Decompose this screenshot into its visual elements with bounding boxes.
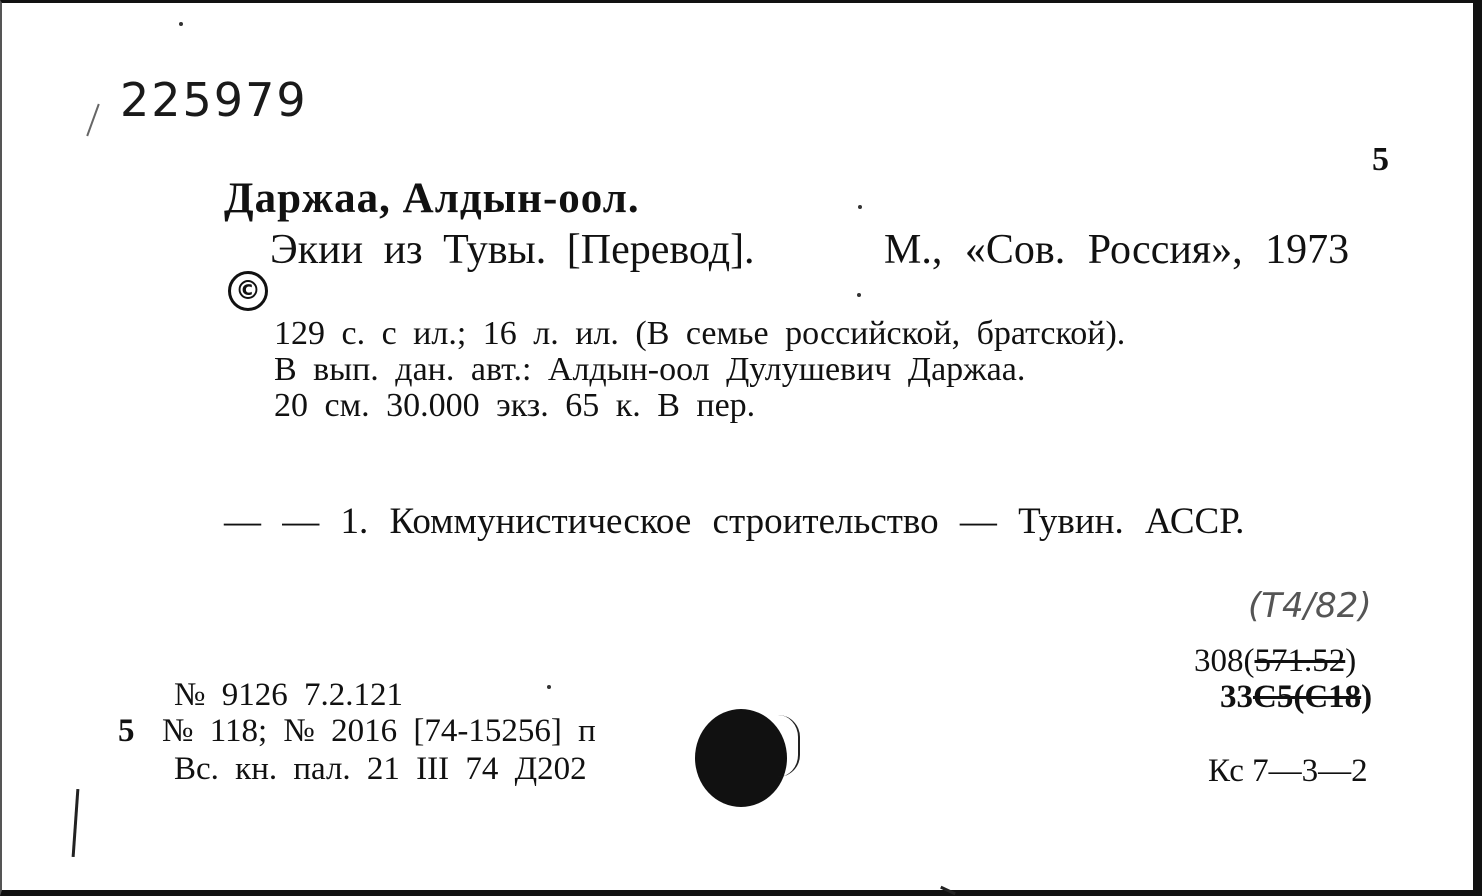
author-note: В вып. дан. авт.: Алдын-оол Дулушевич Даржаа.	[274, 351, 1026, 388]
author-heading: Даржаа, Алдын-оол.	[224, 175, 640, 222]
subject-heading: — — 1. Коммунистическое строительство — Тувин. АССР.	[224, 501, 1245, 542]
speck	[547, 685, 551, 689]
registry-line-2: № 118; № 2016 [74-15256] п	[162, 713, 596, 749]
publication-imprint: М., «Сов. Россия», 1973	[884, 227, 1350, 273]
classification-end-2: )	[1361, 679, 1373, 715]
punch-hole-bracket	[778, 715, 800, 777]
pencil-mark	[72, 789, 80, 857]
handwritten-mark: (Т4/82)	[1248, 586, 1372, 626]
inventory-number: 225979	[120, 73, 308, 127]
registry-line-3: Вс. кн. пал. 21 III 74 Д202	[174, 751, 587, 787]
speck	[858, 205, 862, 209]
physical-description: 129 с. с ил.; 16 л. ил. (В семье российской, братской).	[274, 315, 1126, 352]
speck	[179, 22, 183, 26]
classification-line-2	[1220, 681, 1372, 714]
page-number: 5	[1372, 141, 1389, 178]
edge-nick	[940, 886, 956, 895]
punch-hole	[695, 709, 787, 807]
classification-struck: 571.52	[1254, 643, 1346, 679]
classification-prefix-2: 33	[1220, 679, 1253, 715]
classification-prefix: 308(	[1194, 643, 1255, 679]
pencil-tick	[86, 104, 100, 137]
copyright-icon: ©	[228, 271, 268, 311]
book-title: Экии из Тувы. [Перевод].	[270, 227, 755, 273]
registry-prefix: 5	[118, 713, 135, 749]
classification-line-1	[1194, 645, 1356, 678]
edition-details: 20 см. 30.000 экз. 65 к. В пер.	[274, 387, 756, 424]
speck	[857, 293, 861, 297]
registry-line-1: № 9126 7.2.121	[174, 677, 403, 713]
classification-code: Кс 7—3—2	[1208, 753, 1368, 789]
classification-end: )	[1345, 643, 1357, 679]
classification-struck-2: С5(С18	[1253, 679, 1362, 715]
